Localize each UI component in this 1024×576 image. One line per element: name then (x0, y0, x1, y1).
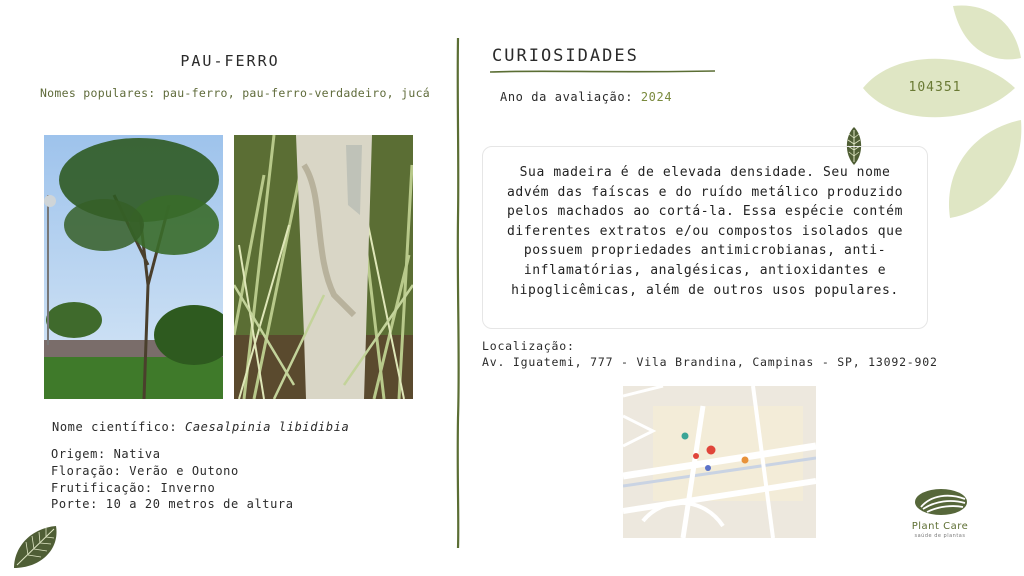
plant-title: PAU-FERRO (180, 52, 280, 70)
plant-code: 104351 (908, 80, 962, 95)
location-label: Localização: (482, 339, 575, 353)
popular-names: Nomes populares: pau-ferro, pau-ferro-verdadeiro, jucá (39, 86, 431, 100)
scientific-label: Nome científico: (52, 420, 178, 434)
brand-subtitle: saúde de plantas (914, 533, 966, 539)
scientific-name-line (52, 420, 349, 434)
title-underline (490, 68, 715, 76)
brand-name: Plant Care (911, 521, 969, 532)
evaluation-year (500, 90, 672, 104)
map-pin-icon (707, 446, 716, 455)
fact-size: Porte: 10 a 20 metros de altura (51, 497, 294, 511)
map-pin-icon (682, 433, 689, 440)
location-map[interactable] (623, 386, 816, 538)
map-pin-icon (693, 453, 699, 459)
trunk-photo (234, 135, 413, 399)
vertical-divider (452, 38, 464, 548)
year-label: Ano da avaliação: (500, 90, 634, 104)
description-text: Sua madeira é de elevada densidade. Seu nome advém das faíscas e do ruído metálico produzido pelos machados ao cortá-la. Essa espécie contém diferentes extratos e/ou compostos isolados que possuem propriedades antimicrobianas, anti-inflamatórias, analgésicas, antioxidantes e hipoglicêmicas, além de outros usos populares. (506, 165, 904, 298)
map-pin-icon (742, 457, 749, 464)
year-value: 2024 (640, 90, 673, 104)
curiosities-title: CURIOSIDADES (492, 46, 639, 66)
scientific-name: Caesalpinia libidibia (185, 420, 350, 434)
leaf-shape (949, 120, 1021, 218)
tree-photo (44, 135, 223, 399)
fact-flowering: Floração: Verão e Outono (51, 464, 239, 478)
fact-origin: Origem: Nativa (51, 447, 161, 461)
leaf-shape (953, 5, 1021, 59)
map-pin-icon (705, 465, 711, 471)
leaf-icon (10, 522, 60, 570)
location-address: Av. Iguatemi, 777 - Vila Brandina, Campinas - SP, 13092-902 (482, 355, 938, 369)
fact-fruiting: Frutificação: Inverno (51, 481, 216, 495)
